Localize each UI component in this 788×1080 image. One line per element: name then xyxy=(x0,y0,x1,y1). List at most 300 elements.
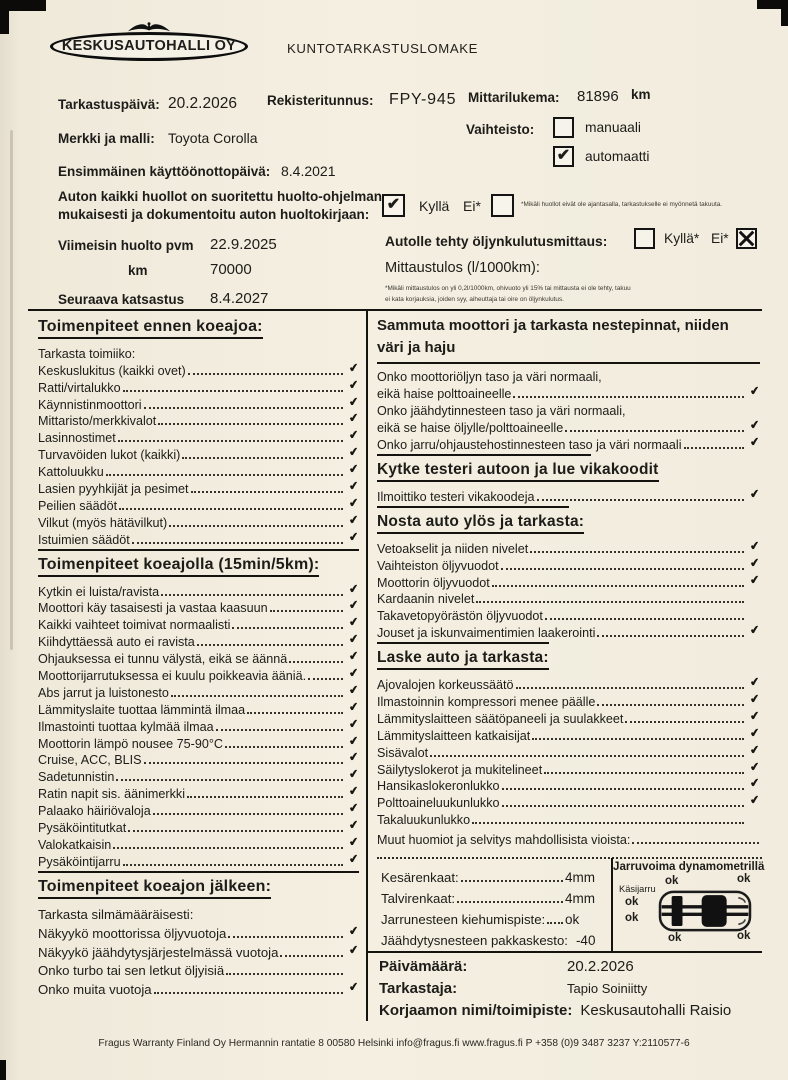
dotted-leader xyxy=(187,796,343,798)
checklist-item-label: Keskuslukitus (kaikki ovet) xyxy=(38,363,186,378)
checkmark-icon: ✔ xyxy=(749,709,761,724)
dotted-leader xyxy=(597,704,744,706)
service-yes-checkbox xyxy=(382,194,405,217)
checklist-item xyxy=(38,978,359,997)
checklist-item-label: Takavetopyörästön öljyvuodot xyxy=(377,609,543,624)
tire-value: ok xyxy=(565,912,580,927)
dotted-leader xyxy=(472,822,744,824)
checklist-item xyxy=(38,445,359,462)
service-fineprint: *Mikäli huollot eivät ole ajantasalla, tarkastukselle ei myönnetä takuuta. xyxy=(521,201,723,208)
checklist-item xyxy=(377,777,760,794)
checklist-item-label: Turvavöiden lukot (kaikki) xyxy=(38,448,181,463)
checkmark-icon: ✔ xyxy=(348,633,360,647)
dotted-leader xyxy=(119,508,343,510)
checkmark-icon: ✔ xyxy=(348,734,360,748)
checkmark-icon: ✔ xyxy=(348,683,360,698)
checklist-item-label: Kardaanin nivelet xyxy=(377,592,475,607)
make-model-value: Toyota Corolla xyxy=(168,130,258,146)
section-lower-down xyxy=(377,642,760,827)
date-row xyxy=(379,958,762,975)
checkmark-icon: ✔ xyxy=(348,980,360,995)
handbrake-value: ok xyxy=(625,896,639,908)
checklist-item xyxy=(377,487,760,504)
section-divider xyxy=(377,642,549,644)
checklist-item-label: Lasien pyyhkijät ja pesimet xyxy=(38,482,189,497)
checkmark-icon: ✔ xyxy=(348,412,360,426)
dotted-leader xyxy=(232,627,343,629)
dotted-leader xyxy=(502,805,744,807)
car-top-view-icon xyxy=(655,886,755,936)
checklist-item xyxy=(38,462,359,479)
checklist-item-label: Vilkut (myös hätävilkut) xyxy=(38,515,168,530)
section-divider xyxy=(377,454,591,456)
checklist-item xyxy=(38,818,359,835)
checklist-item xyxy=(38,412,359,429)
checklist-item-label: Pysäköintijarru xyxy=(38,854,121,869)
dotted-leader xyxy=(144,762,343,764)
last-service-km: 70000 xyxy=(210,261,252,278)
section-lift-up xyxy=(377,506,760,640)
service-no-checkbox xyxy=(491,194,514,217)
checklist-item-label: Kiihdyttäessä auto ei ravista xyxy=(38,635,195,650)
dotted-leader xyxy=(144,407,343,409)
checklist-item-label: Onko moottoriöljyn taso ja väri normaali, xyxy=(377,370,602,385)
checklist-item-label: Kattoluukku xyxy=(38,465,104,480)
section-before-testdrive xyxy=(38,315,359,547)
dotted-leader xyxy=(116,779,343,781)
checklist-item xyxy=(377,675,760,692)
section-title: Laske auto ja tarkasta: xyxy=(377,649,549,670)
inspector-value: Tapio Soiniitty xyxy=(567,981,648,996)
oil-yes-label: Kyllä* xyxy=(664,231,700,246)
dotted-leader xyxy=(226,973,343,975)
dotted-leader xyxy=(113,847,343,849)
checklist-item xyxy=(377,743,760,760)
checklist-item xyxy=(377,810,760,827)
checklist-item-label: Pysäköintitutkat xyxy=(38,821,127,836)
checklist-item-label: Lämmityslaitteen säätöpaneeli ja suulakkeet xyxy=(377,711,624,726)
checkmark-icon: ✔ xyxy=(348,429,360,443)
checklist-item-label: Jouset ja iskunvaimentimien laakerointi xyxy=(377,626,596,641)
dotted-leader xyxy=(225,746,343,748)
checkmark-icon: ✔ xyxy=(348,943,360,957)
checklist-item-label: Ratti/virtalukko xyxy=(38,380,121,395)
registration-label: Rekisteritunnus: xyxy=(267,93,374,108)
checkmark-icon: ✔ xyxy=(348,717,360,731)
section-top-rule xyxy=(28,309,762,311)
checkmark-icon: ✔ xyxy=(749,556,761,570)
dotted-leader xyxy=(228,936,343,938)
inspection-date-value: 20.2.2026 xyxy=(168,95,237,112)
date-value: 20.2.2026 xyxy=(567,958,634,975)
footer-text: Fragus Warranty Finland Oy Hermannin rantatie 8 00580 Helsinki info@fragus.fi www.fragus.fi P +358 (0)9 3487 3237 Y:2110577-6 xyxy=(98,1038,690,1049)
section-after-testdrive xyxy=(38,871,359,997)
checklist-item xyxy=(377,692,760,709)
dotted-leader xyxy=(544,772,744,774)
checkmark-icon: ✔ xyxy=(749,385,761,399)
tire-label: Jäähdytysnesteen pakkaskesto: xyxy=(381,933,568,948)
checklist-item xyxy=(38,361,359,378)
checkmark-icon: ✔ xyxy=(348,802,360,816)
checklist-item-label: Vaihteiston öljyvuodot xyxy=(377,558,499,573)
checklist-item xyxy=(377,401,760,418)
dotted-leader xyxy=(476,601,744,603)
checklist-item-label: Ilmastoinnin kompressori menee päälle xyxy=(377,694,596,709)
checkmark-icon: ✔ xyxy=(749,794,761,808)
next-inspection-date: 8.4.2027 xyxy=(210,290,269,307)
checklist-item-label: Lasinnostimet xyxy=(38,431,116,446)
dotted-leader xyxy=(537,499,745,501)
checklist-item-label: Abs jarrut ja luistonesto xyxy=(38,685,169,700)
dotted-leader xyxy=(625,721,744,723)
tires-block xyxy=(381,864,607,948)
handbrake-value: ok xyxy=(625,912,639,924)
checklist-item-label: Tarkasta toimiiko: xyxy=(38,346,136,361)
brake-value-rear-right: ok xyxy=(737,930,751,942)
dotted-leader xyxy=(461,880,563,882)
checklist-item-label: Istuimien säädöt xyxy=(38,532,130,547)
dotted-leader xyxy=(516,687,744,689)
dotted-leader xyxy=(169,525,343,527)
checklist-item-label: Moottorin öljyvuodot xyxy=(377,575,490,590)
checkmark-icon: ✔ xyxy=(749,435,761,450)
checklist-item xyxy=(38,428,359,445)
checklist-item xyxy=(38,717,359,734)
dotted-leader xyxy=(216,729,343,731)
checkmark-icon: ✔ xyxy=(348,700,360,715)
tire-value: 4mm xyxy=(565,870,595,885)
checkmark-icon: ✔ xyxy=(348,463,360,477)
measurement-label: Mittaustulos (l/1000km): xyxy=(385,260,540,276)
checklist-item xyxy=(377,726,760,743)
oil-no-label: Ei* xyxy=(711,231,729,246)
dotted-leader xyxy=(158,423,343,425)
checkmark-icon: ✔ xyxy=(749,539,761,553)
section-title: Nosta auto ylös ja tarkasta: xyxy=(377,513,584,534)
checklist-item-label: Kytkin ei luista/ravista xyxy=(38,584,160,599)
checklist-item-label: Takaluukunlukko xyxy=(377,813,471,828)
dotted-leader xyxy=(565,430,744,432)
checklist-item xyxy=(377,384,760,401)
checkmark-icon: ✔ xyxy=(348,835,360,850)
dotted-leader xyxy=(289,661,343,663)
measurement-fineprint-line2: ei kata korjauksia, joiden syy, aiheuttaja tai oire on öljynkulutus. xyxy=(385,296,564,303)
checklist-item xyxy=(38,835,359,852)
tire-label: Jarrunesteen kiehumispiste: xyxy=(381,912,546,927)
scan-artifact xyxy=(10,130,13,650)
form-title: KUNTOTARKASTUSLOMAKE xyxy=(287,41,479,56)
dotted-leader xyxy=(530,551,744,553)
handbrake-label: Käsijarru xyxy=(619,884,656,894)
transmission-label: Vaihteisto: xyxy=(466,122,535,137)
checklist-item-label: Peilien säädöt xyxy=(38,498,118,513)
x-mark-icon xyxy=(738,230,755,247)
checklist-item-label: Hansikaslokeronlukko xyxy=(377,779,500,794)
checklist-item xyxy=(38,649,359,666)
checklist-item xyxy=(38,632,359,649)
right-column xyxy=(377,315,760,847)
workshop-label: Korjaamon nimi/toimipiste: xyxy=(379,1002,573,1019)
service-yes-label: Kyllä xyxy=(419,198,450,214)
checkmark-icon: ✔ xyxy=(749,624,761,638)
checkmark-icon: ✔ xyxy=(749,573,761,587)
checkmark-icon: ✔ xyxy=(749,419,761,433)
dotted-leader xyxy=(123,390,343,392)
checklist-item xyxy=(377,709,760,726)
checklist-item xyxy=(38,513,359,530)
checklist-item-label: Palaako häiriövaloja xyxy=(38,804,151,819)
notes-row xyxy=(377,830,760,847)
dotted-leader xyxy=(197,644,343,646)
first-use-value: 8.4.2021 xyxy=(281,163,336,179)
scan-artifact xyxy=(0,0,9,34)
brake-value-rear-left: ok xyxy=(668,932,682,944)
checklist-item-label: Onko jarru/ohjaustehostinnesteen taso ja väri normaali xyxy=(377,437,682,452)
checkmark-icon: ✔ xyxy=(348,667,360,681)
scan-artifact xyxy=(0,1060,6,1080)
checklist-item-label: Ilmastointi tuottaa kylmää ilmaa xyxy=(38,719,214,734)
checkmark-icon: ✔ xyxy=(348,852,360,867)
automatic-label: automaatti xyxy=(585,149,650,164)
checklist-item-label: Sadetunnistin xyxy=(38,770,115,785)
checklist-item xyxy=(38,378,359,395)
checklist-item xyxy=(38,599,359,616)
dotted-leader xyxy=(154,992,343,994)
tire-value: -40 xyxy=(575,933,596,948)
checklist-item xyxy=(38,904,359,923)
odometer-value: 81896 xyxy=(577,88,619,105)
section-divider xyxy=(38,871,359,873)
dotted-leader xyxy=(501,568,744,570)
checklist-item-label: Moottori käy tasaisesti ja vastaa kaasuun xyxy=(38,601,268,616)
checkmark-icon: ✔ xyxy=(348,513,360,528)
checklist-item xyxy=(38,582,359,599)
dotted-leader xyxy=(128,830,343,832)
section-diagnostics xyxy=(377,454,760,504)
checklist-item xyxy=(38,344,359,361)
checklist-item-label: Kaikki vaihteet toimivat normaalisti xyxy=(38,618,231,633)
checklist-item xyxy=(38,767,359,784)
last-service-date: 22.9.2025 xyxy=(210,236,277,253)
checklist-item xyxy=(38,395,359,412)
tire-row xyxy=(381,885,607,906)
checklist-item xyxy=(38,683,359,700)
left-column xyxy=(38,315,359,997)
checkmark-icon: ✔ xyxy=(348,616,360,630)
checkmark-icon: ✔ xyxy=(348,361,360,376)
dotted-leader xyxy=(513,396,744,398)
measurement-fineprint-line1: *Mikäli mittaustulos on yli 0,2l/1000km, ohivuoto yli 15% tai mittausta ei ole tehty, takuu xyxy=(385,285,631,292)
service-statement-line1: Auton kaikki huollot on suoritettu huolto-ohjelman xyxy=(58,189,382,204)
dotted-leader xyxy=(171,695,343,697)
checklist-item xyxy=(38,941,359,960)
checklist-item xyxy=(38,479,359,496)
dotted-leader xyxy=(132,542,343,544)
signoff-top-rule xyxy=(366,951,762,953)
checkmark-icon: ✔ xyxy=(348,582,360,596)
dotted-leader xyxy=(123,864,343,866)
checkmark-icon: ✔ xyxy=(749,760,761,774)
checkmark-icon: ✔ xyxy=(348,925,360,939)
section-title: Toimenpiteet koeajolla (15min/5km): xyxy=(38,556,319,577)
make-model-label: Merkki ja malli: xyxy=(58,131,155,146)
dotted-leader xyxy=(547,922,563,924)
company-logo xyxy=(50,20,248,61)
dyno-title: Jarruvoima dynamometrillä xyxy=(613,860,765,873)
checklist-item xyxy=(38,784,359,801)
checkmark-icon: ✔ xyxy=(348,496,360,511)
checklist-item xyxy=(38,801,359,818)
dotted-leader xyxy=(191,491,343,493)
dotted-leader xyxy=(280,955,343,957)
checklist-item-label: Lämmityslaitteen katkaisijat xyxy=(377,728,531,743)
checklist-item-label: Näkyykö moottorissa öljyvuotoja xyxy=(38,926,227,942)
dotted-leader xyxy=(106,474,343,476)
dotted-leader xyxy=(545,618,744,620)
dotted-leader xyxy=(684,447,744,449)
date-label: Päivämäärä: xyxy=(379,958,468,975)
oil-yes-checkbox xyxy=(634,228,655,249)
company-logo-text: KESKUSAUTOHALLI OY xyxy=(50,32,248,61)
checklist-item xyxy=(377,418,760,435)
checkmark-icon: ✔ xyxy=(749,743,761,757)
section-fluids xyxy=(377,315,760,452)
dotted-leader xyxy=(182,457,343,459)
section-title: Kytke testeri autoon ja lue vikakoodit xyxy=(377,461,659,482)
notes-label: Muut huomiot ja selvitys mahdollisista vioista: xyxy=(377,833,631,848)
checklist-item xyxy=(377,435,760,452)
checklist-item-label: Vetoakselit ja niiden nivelet xyxy=(377,541,529,556)
inspector-row xyxy=(379,980,762,997)
dotted-leader xyxy=(153,813,343,815)
checklist-item xyxy=(38,751,359,768)
checkmark-icon: ✔ xyxy=(348,446,360,460)
dotted-leader xyxy=(502,788,744,790)
dotted-leader xyxy=(270,610,343,612)
service-no-label: Ei* xyxy=(463,198,481,214)
checklist-item xyxy=(377,539,760,556)
checklist-item xyxy=(377,606,760,623)
checklist-item-label: Tarkasta silmämääräisesti: xyxy=(38,907,194,923)
section-divider xyxy=(38,549,359,551)
checkmark-icon: ✔ xyxy=(749,777,761,791)
dotted-leader xyxy=(308,678,343,680)
checklist-item xyxy=(38,666,359,683)
checklist-item-label: Polttoaineluukunlukko xyxy=(377,796,500,811)
checklist-item-label: Lämmityslaite tuottaa lämmintä ilmaa xyxy=(38,702,246,717)
checklist-item xyxy=(38,496,359,513)
checklist-item xyxy=(38,734,359,751)
checkmark-icon: ✔ xyxy=(348,751,360,765)
checkmark-icon: ✔ xyxy=(348,530,360,544)
brake-value-front-left: ok xyxy=(665,875,679,887)
last-service-label: Viimeisin huolto pvm xyxy=(58,238,194,253)
checklist-item xyxy=(377,793,760,810)
checklist-item-label: Moottorijarrutuksessa ei kuulu poikkeavia ääniä. xyxy=(38,669,307,684)
dotted-leader xyxy=(118,440,343,442)
oil-test-label: Autolle tehty öljynkulutusmittaus: xyxy=(385,234,608,249)
checklist-item-label: Näkyykö jäähdytysjärjestelmässä vuotoja xyxy=(38,944,279,960)
dotted-leader xyxy=(532,738,744,740)
checkmark-icon: ✔ xyxy=(348,599,360,613)
dotted-leader xyxy=(161,594,343,596)
section-title: Toimenpiteet koeajon jälkeen: xyxy=(38,878,271,899)
checkmark-icon: ✔ xyxy=(348,768,360,782)
column-divider xyxy=(366,309,368,1021)
inspector-label: Tarkastaja: xyxy=(379,980,458,997)
dotted-leader xyxy=(632,842,759,844)
registration-value: FPY-945 xyxy=(389,91,457,108)
manual-checkbox xyxy=(553,117,574,138)
checkmark-icon: ✔ xyxy=(749,487,761,502)
checklist-item-label: Ohjauksessa ei tunnu välystä, eikä se äännä xyxy=(38,652,288,667)
tire-label: Kesärenkaat: xyxy=(381,870,459,885)
checklist-item-label: Cruise, ACC, BLIS xyxy=(38,753,142,768)
workshop-value: Keskusautohalli Raisio xyxy=(580,1002,732,1019)
scan-artifact xyxy=(781,0,788,26)
tire-value: 4mm xyxy=(565,891,595,906)
checklist-item xyxy=(38,960,359,979)
oil-no-checkbox xyxy=(736,228,757,249)
checklist-item-label: Ratin napit sis. äänimerkki xyxy=(38,787,185,802)
checklist-item-label: Sisävalot xyxy=(377,745,429,760)
odometer-unit: km xyxy=(631,87,651,102)
brake-value-front-right: ok xyxy=(737,873,751,885)
checklist-item xyxy=(38,852,359,869)
dotted-leader xyxy=(188,373,343,375)
checklist-item-label: Onko turbo tai sen letkut öljyisiä xyxy=(38,963,225,979)
checkmark-icon: ✔ xyxy=(749,676,761,690)
checkmark-icon: ✔ xyxy=(556,146,571,164)
inspection-date-label: Tarkastuspäivä: xyxy=(58,97,160,112)
dotted-leader xyxy=(492,585,744,587)
checklist-item xyxy=(377,556,760,573)
checklist-item-label: Moottorin lämpö nousee 75-90°C xyxy=(38,736,223,751)
checkmark-icon: ✔ xyxy=(749,726,761,741)
checklist-item xyxy=(38,615,359,632)
tire-label: Talvirenkaat: xyxy=(381,891,456,906)
checklist-item xyxy=(38,922,359,941)
section-during-testdrive xyxy=(38,549,359,869)
next-inspection-label: Seuraava katsastus xyxy=(58,292,185,307)
checklist-item-label: Käynnistinmoottori xyxy=(38,397,142,412)
checklist-item-label: Onko muita vuotoja xyxy=(38,981,152,997)
checklist-item-label: Onko jäähdytinnesteen taso ja väri normaali, xyxy=(377,404,626,419)
automatic-checkbox xyxy=(553,146,574,167)
checkmark-icon: ✔ xyxy=(749,693,761,707)
brake-dyno-box xyxy=(611,858,765,951)
tire-row xyxy=(381,927,607,948)
checklist-item-label: Säilytyslokerot ja mukitelineet xyxy=(377,762,543,777)
checkmark-icon: ✔ xyxy=(348,785,360,799)
checklist-item xyxy=(38,700,359,717)
checklist-item-label: eikä se haise öljylle/polttoaineelle xyxy=(377,421,564,436)
checkmark-icon: ✔ xyxy=(348,819,360,833)
checklist-item-label: Valokatkaisin xyxy=(38,837,112,852)
odometer-label: Mittarilukema: xyxy=(468,90,560,105)
checkmark-icon: ✔ xyxy=(348,378,360,392)
checklist-item xyxy=(38,530,359,547)
checklist-item-label: Mittaristo/merkkivalot xyxy=(38,414,157,429)
last-service-km-label: km xyxy=(128,263,148,278)
service-statement-line2: mukaisesti ja dokumentoitu auton huoltokirjaan: xyxy=(58,207,370,222)
checklist-item xyxy=(377,573,760,590)
checklist-item-label: eikä haise polttoaineelle xyxy=(377,387,512,402)
checklist-item xyxy=(377,590,760,607)
dotted-leader xyxy=(247,712,343,714)
tire-row xyxy=(381,906,607,927)
checkmark-icon: ✔ xyxy=(348,395,360,409)
